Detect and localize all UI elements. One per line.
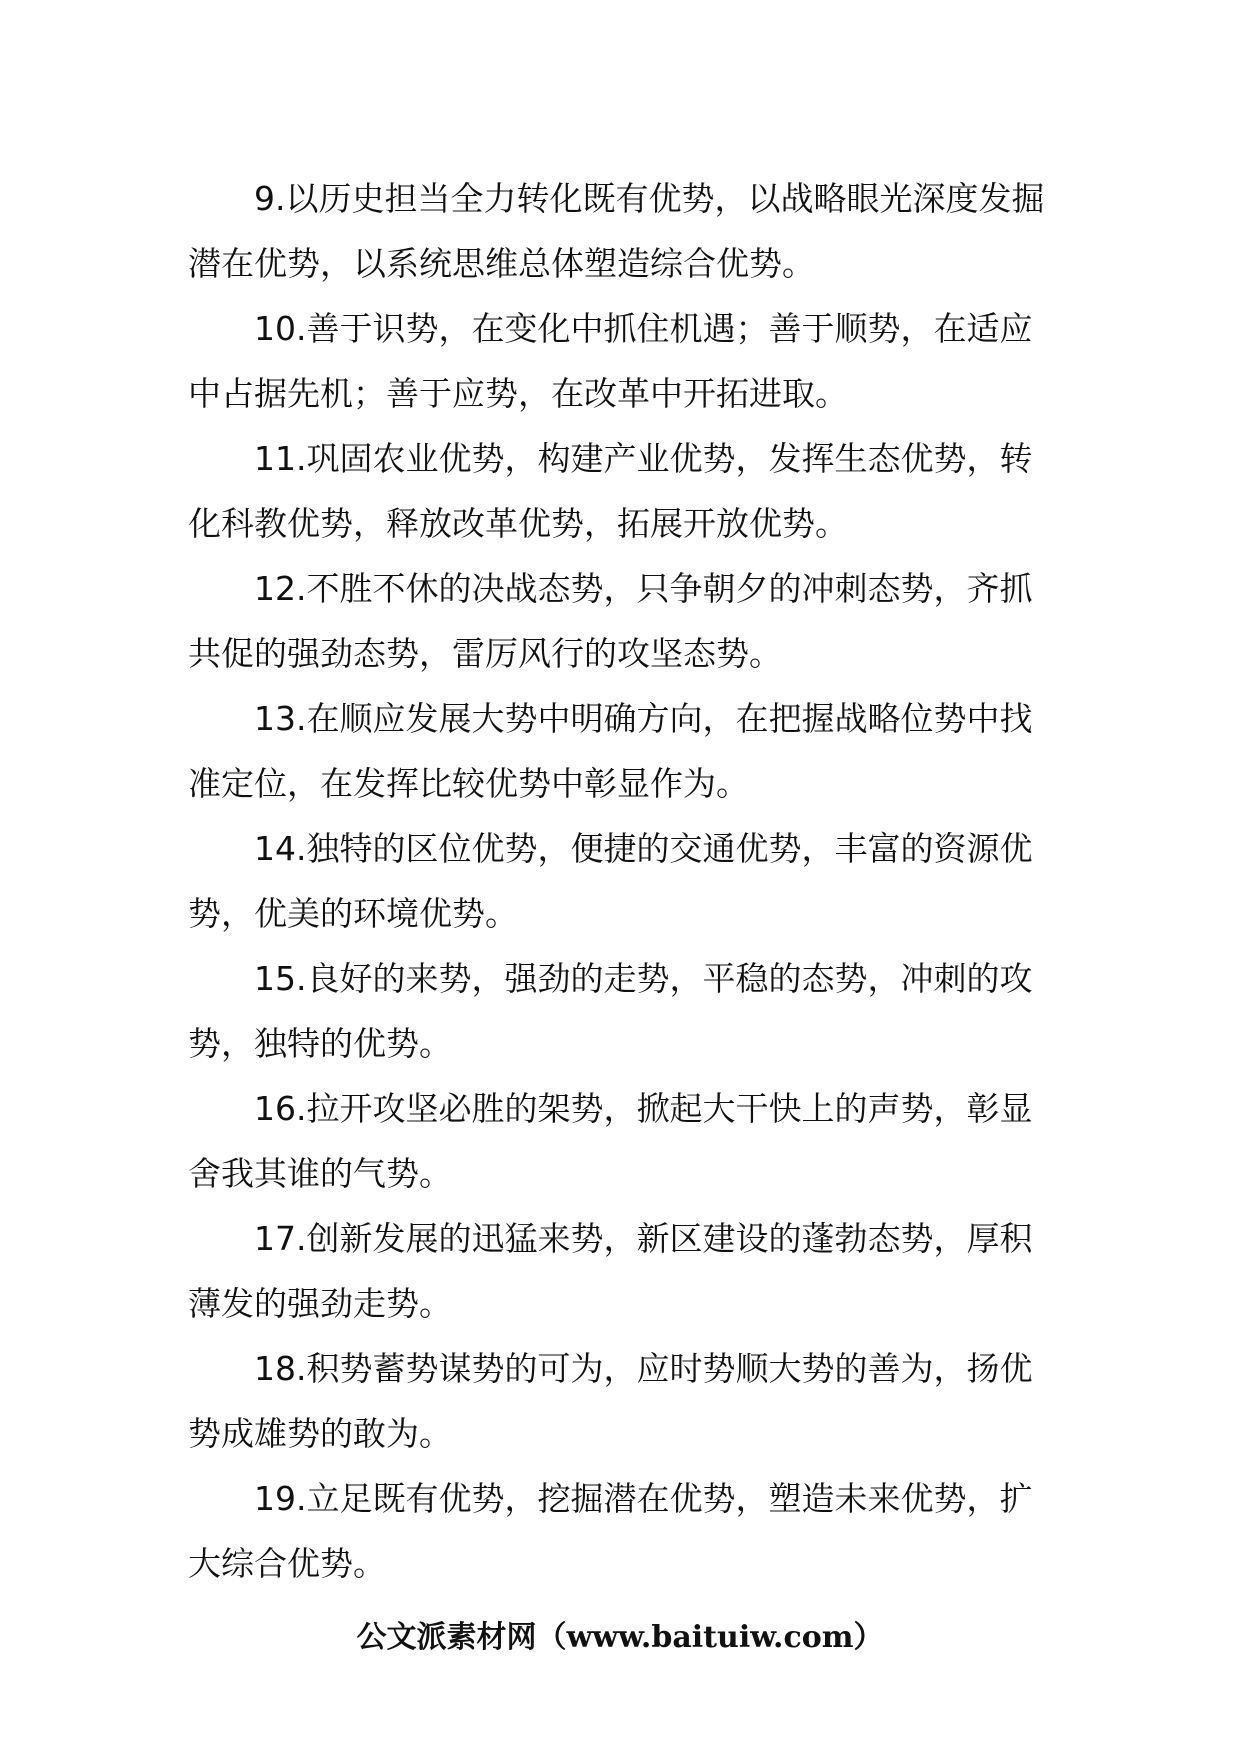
paragraph-17: 17.创新发展的迅猛来势，新区建设的蓬勃态势，厚积薄发的强劲走势。 [188, 1219, 1033, 1323]
paragraph-14: 14.独特的区位优势，便捷的交通优势，丰富的资源优势，优美的环境优势。 [188, 829, 1033, 933]
document-body [188, 166, 1058, 1596]
site-footer: 公文派素材网（www.baituiw.com） [356, 1620, 884, 1655]
paragraph-10: 10.善于识势，在变化中抓住机遇；善于顺势，在适应中占据先机；善于应势，在改革中开拓进取。 [188, 309, 1033, 413]
paragraph-19: 19.立足既有优势，挖掘潜在优势，塑造未来优势，扩大综合优势。 [188, 1479, 1033, 1583]
paragraph-11: 11.巩固农业优势，构建产业优势，发挥生态优势，转化科教优势，释放改革优势，拓展开放优势。 [188, 439, 1033, 543]
paragraph-18: 18.积势蓄势谋势的可为，应时势顺大势的善为，扬优势成雄势的敢为。 [188, 1349, 1033, 1453]
paragraph-13: 13.在顺应发展大势中明确方向，在把握战略位势中找准定位，在发挥比较优势中彰显作为。 [188, 699, 1033, 803]
paragraph-12: 12.不胜不休的决战态势，只争朝夕的冲刺态势，齐抓共促的强劲态势，雷厉风行的攻坚态势。 [188, 569, 1033, 673]
paragraph-16: 16.拉开攻坚必胜的架势，掀起大干快上的声势，彰显舍我其谁的气势。 [188, 1089, 1033, 1193]
paragraph-15: 15.良好的来势，强劲的走势，平稳的态势，冲刺的攻势，独特的优势。 [188, 959, 1033, 1063]
paragraph-9: 9.以历史担当全力转化既有优势，以战略眼光深度发掘潜在优势，以系统思维总体塑造综合优势。 [188, 179, 1045, 283]
